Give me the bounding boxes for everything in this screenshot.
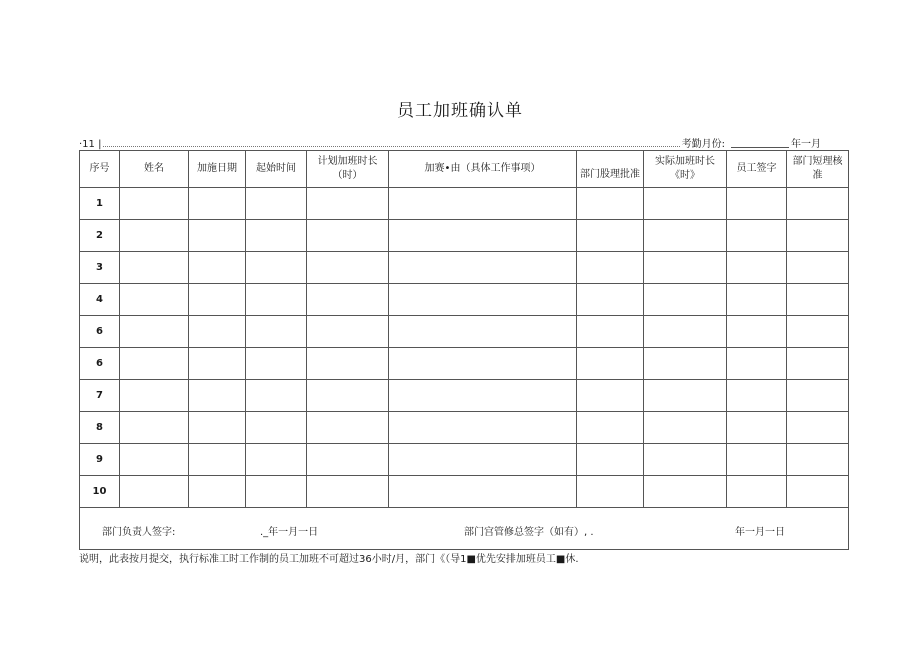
cell-employee-sign[interactable] bbox=[727, 188, 787, 220]
table-row bbox=[80, 380, 849, 412]
cell-employee-sign[interactable] bbox=[727, 348, 787, 380]
cell-start-time[interactable] bbox=[246, 380, 307, 412]
cell-manager-approval[interactable] bbox=[577, 412, 644, 444]
department-label: ·11 | bbox=[79, 139, 102, 150]
table-row bbox=[80, 284, 849, 316]
cell-manager-approval[interactable] bbox=[577, 476, 644, 508]
col-header-manager-verify-line1: 部门短理核 bbox=[792, 156, 843, 167]
cell-date[interactable] bbox=[189, 284, 246, 316]
row-index: 8 bbox=[80, 412, 120, 444]
overtime-table bbox=[79, 150, 849, 550]
cell-start-time[interactable] bbox=[246, 348, 307, 380]
cell-planned-hours[interactable] bbox=[307, 220, 389, 252]
cell-start-time[interactable] bbox=[246, 444, 307, 476]
cell-start-time[interactable] bbox=[246, 220, 307, 252]
cell-manager-approval[interactable] bbox=[577, 284, 644, 316]
cell-date[interactable] bbox=[189, 412, 246, 444]
cell-manager-verify[interactable] bbox=[787, 348, 849, 380]
cell-actual-hours[interactable] bbox=[644, 316, 727, 348]
cell-actual-hours[interactable] bbox=[644, 444, 727, 476]
cell-manager-approval[interactable] bbox=[577, 380, 644, 412]
supervisor-sign-label: 部门宫管修总签字（如有）, . bbox=[464, 527, 594, 538]
cell-manager-approval[interactable] bbox=[577, 220, 644, 252]
cell-start-time[interactable] bbox=[246, 412, 307, 444]
cell-employee-sign[interactable] bbox=[727, 412, 787, 444]
cell-date[interactable] bbox=[189, 252, 246, 284]
cell-employee-sign[interactable] bbox=[727, 380, 787, 412]
col-header-reason: 加赛•由（具体工作事项） bbox=[389, 151, 577, 188]
cell-reason[interactable] bbox=[389, 380, 577, 412]
table-row bbox=[80, 444, 849, 476]
cell-date[interactable] bbox=[189, 444, 246, 476]
table-row bbox=[80, 476, 849, 508]
row-index: 4 bbox=[80, 284, 120, 316]
cell-actual-hours[interactable] bbox=[644, 284, 727, 316]
cell-name[interactable] bbox=[120, 444, 189, 476]
col-header-planned-hours-line1: 计划加班时长 bbox=[317, 156, 378, 167]
cell-actual-hours[interactable] bbox=[644, 476, 727, 508]
cell-reason[interactable] bbox=[389, 284, 577, 316]
cell-manager-approval[interactable] bbox=[577, 252, 644, 284]
cell-date[interactable] bbox=[189, 348, 246, 380]
row-index: 6 bbox=[80, 348, 120, 380]
cell-name[interactable] bbox=[120, 316, 189, 348]
cell-actual-hours[interactable] bbox=[644, 252, 727, 284]
col-header-manager-verify bbox=[787, 151, 849, 188]
cell-date[interactable] bbox=[189, 220, 246, 252]
cell-name[interactable] bbox=[120, 220, 189, 252]
cell-manager-approval[interactable] bbox=[577, 444, 644, 476]
cell-employee-sign[interactable] bbox=[727, 284, 787, 316]
cell-reason[interactable] bbox=[389, 188, 577, 220]
cell-date[interactable] bbox=[189, 316, 246, 348]
cell-actual-hours[interactable] bbox=[644, 348, 727, 380]
cell-planned-hours[interactable] bbox=[307, 284, 389, 316]
col-header-name: 姓名 bbox=[120, 151, 189, 188]
cell-planned-hours[interactable] bbox=[307, 476, 389, 508]
row-index: 9 bbox=[80, 444, 120, 476]
col-header-start-time: 起始时间 bbox=[246, 151, 307, 188]
cell-reason[interactable] bbox=[389, 252, 577, 284]
cell-actual-hours[interactable] bbox=[644, 412, 727, 444]
cell-reason[interactable] bbox=[389, 316, 577, 348]
col-header-manager-verify-line2: 准 bbox=[812, 170, 823, 181]
signature-cell bbox=[80, 508, 849, 550]
cell-name[interactable] bbox=[120, 188, 189, 220]
col-header-date: 加施日期 bbox=[189, 151, 246, 188]
cell-planned-hours[interactable] bbox=[307, 412, 389, 444]
col-header-actual-hours-line1: 实际加班时长 bbox=[655, 156, 715, 167]
form-title: 员工加班确认单 bbox=[397, 101, 523, 121]
col-header-manager-approval bbox=[577, 151, 644, 188]
cell-employee-sign[interactable] bbox=[727, 444, 787, 476]
cell-name[interactable] bbox=[120, 476, 189, 508]
department-fill-line[interactable] bbox=[103, 145, 679, 147]
cell-name[interactable] bbox=[120, 252, 189, 284]
cell-start-time[interactable] bbox=[246, 476, 307, 508]
cell-actual-hours[interactable] bbox=[644, 220, 727, 252]
cell-reason[interactable] bbox=[389, 348, 577, 380]
cell-planned-hours[interactable] bbox=[307, 252, 389, 284]
cell-manager-verify[interactable] bbox=[787, 380, 849, 412]
table-row bbox=[80, 348, 849, 380]
cell-reason[interactable] bbox=[389, 444, 577, 476]
row-index: 6 bbox=[80, 316, 120, 348]
cell-reason[interactable] bbox=[389, 476, 577, 508]
row-index: 3 bbox=[80, 252, 120, 284]
cell-manager-verify[interactable] bbox=[787, 284, 849, 316]
cell-reason[interactable] bbox=[389, 412, 577, 444]
cell-reason[interactable] bbox=[389, 220, 577, 252]
cell-planned-hours[interactable] bbox=[307, 316, 389, 348]
col-header-index: 序号 bbox=[80, 151, 120, 188]
attendance-year-month: 年一月 bbox=[791, 139, 821, 150]
col-header-employee-sign: 员工签字 bbox=[727, 151, 787, 188]
form-note: 说明，此表按月提交，执行标准工时工作制的员工加班不可超过36小时/月，部门《（导1■优先安排加班员工■休. bbox=[79, 554, 579, 565]
cell-manager-verify[interactable] bbox=[787, 444, 849, 476]
cell-planned-hours[interactable] bbox=[307, 188, 389, 220]
col-header-actual-hours-line2: 《时》 bbox=[670, 170, 700, 181]
table-header-row bbox=[80, 151, 849, 188]
col-header-manager-approval-text: 部门股理批准 bbox=[580, 169, 640, 180]
table-row bbox=[80, 316, 849, 348]
cell-actual-hours[interactable] bbox=[644, 380, 727, 412]
col-header-actual-hours bbox=[644, 151, 727, 188]
cell-date[interactable] bbox=[189, 476, 246, 508]
cell-planned-hours[interactable] bbox=[307, 348, 389, 380]
cell-manager-verify[interactable] bbox=[787, 412, 849, 444]
cell-start-time[interactable] bbox=[246, 252, 307, 284]
table-row bbox=[80, 220, 849, 252]
dept-head-date: ._年一月一日 bbox=[260, 527, 319, 538]
cell-employee-sign[interactable] bbox=[727, 316, 787, 348]
col-header-planned-hours bbox=[307, 151, 389, 188]
signature-row bbox=[80, 508, 849, 550]
cell-start-time[interactable] bbox=[246, 188, 307, 220]
cell-actual-hours[interactable] bbox=[644, 188, 727, 220]
table-row bbox=[80, 412, 849, 444]
table-row bbox=[80, 188, 849, 220]
table-row bbox=[80, 252, 849, 284]
cell-planned-hours[interactable] bbox=[307, 444, 389, 476]
cell-name[interactable] bbox=[120, 412, 189, 444]
cell-start-time[interactable] bbox=[246, 284, 307, 316]
dept-head-sign-label: 部门负责人签字: bbox=[102, 527, 176, 538]
cell-planned-hours[interactable] bbox=[307, 380, 389, 412]
cell-manager-approval[interactable] bbox=[577, 348, 644, 380]
cell-name[interactable] bbox=[120, 380, 189, 412]
row-index: 10 bbox=[80, 476, 120, 508]
cell-employee-sign[interactable] bbox=[727, 252, 787, 284]
cell-manager-verify[interactable] bbox=[787, 220, 849, 252]
cell-date[interactable] bbox=[189, 380, 246, 412]
supervisor-date: 年一月一日 bbox=[735, 527, 785, 538]
cell-employee-sign[interactable] bbox=[727, 220, 787, 252]
attendance-month-label: 考勤月份: bbox=[681, 139, 725, 150]
cell-employee-sign[interactable] bbox=[727, 476, 787, 508]
cell-name[interactable] bbox=[120, 284, 189, 316]
cell-date[interactable] bbox=[189, 188, 246, 220]
form-meta-row bbox=[79, 136, 847, 150]
cell-manager-verify[interactable] bbox=[787, 316, 849, 348]
cell-manager-verify[interactable] bbox=[787, 476, 849, 508]
row-index: 7 bbox=[80, 380, 120, 412]
cell-manager-verify[interactable] bbox=[787, 188, 849, 220]
table-body bbox=[80, 188, 849, 508]
col-header-planned-hours-line2: （时） bbox=[332, 170, 363, 181]
row-index: 2 bbox=[80, 220, 120, 252]
attendance-month-blank[interactable] bbox=[731, 146, 789, 148]
cell-manager-approval[interactable] bbox=[577, 316, 644, 348]
cell-manager-approval[interactable] bbox=[577, 188, 644, 220]
cell-manager-verify[interactable] bbox=[787, 252, 849, 284]
cell-start-time[interactable] bbox=[246, 316, 307, 348]
cell-name[interactable] bbox=[120, 348, 189, 380]
row-index: 1 bbox=[80, 188, 120, 220]
